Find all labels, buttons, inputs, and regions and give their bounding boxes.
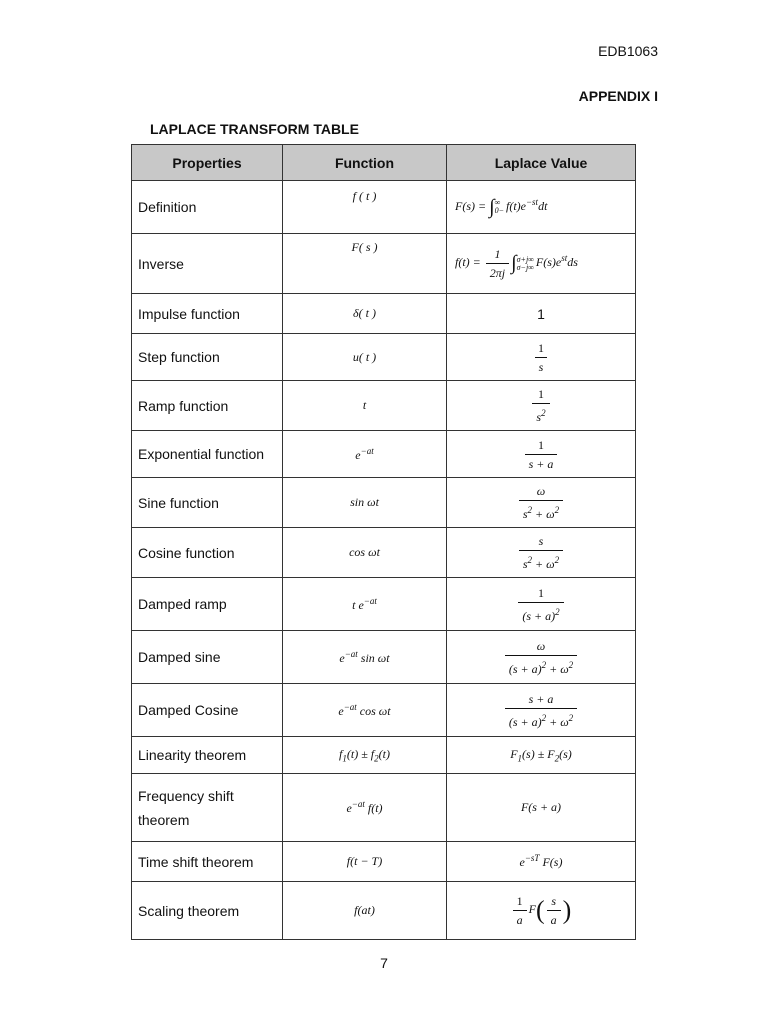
function-value: $e^{-at}$ cos ωt [338,701,391,718]
laplace-cell [447,684,636,737]
property-cell: Inverse [132,234,283,294]
property-cell: Sine function [132,478,283,528]
laplace-formula-scaling: $\frac{1}{a}$ F( $\frac{s}{a}$ ) [511,902,572,916]
function-value: $f_1(t) \pm f_2(t)$ [339,746,390,764]
laplace-formula-damped-ramp: $\frac{1}{(s + a)^2}$ [518,586,563,623]
function-cell [283,431,447,478]
function-cell [283,528,447,578]
laplace-formula-damped-sine: $\frac{\omega}{(s + a)^2 + \omega^2}$ [505,639,577,676]
laplace-value: 1 [537,305,545,322]
laplace-formula-inverse: f(t) = $\frac{1}{2\pi j}$ ∫ σ+j∞ σ−j∞ $F(s)e^{st}ds$ [455,247,578,280]
property-cell: Damped sine [132,631,283,684]
function-value: f ( t ) [352,189,377,203]
property-cell: Linearity theorem [132,737,283,774]
function-value: F( s ) [351,240,378,254]
property-cell: Time shift theorem [132,842,283,882]
function-cell [283,578,447,631]
laplace-cell [447,381,636,431]
property-cell: Ramp function [132,381,283,431]
function-value: u( t ) [352,349,377,364]
table-row [132,737,636,774]
laplace-formula-damped-cosine: $\frac{s + a}{(s + a)^2 + \omega^2}$ [505,692,577,729]
property-cell: Definition [132,181,283,234]
laplace-cell [447,294,636,334]
table-row [132,528,636,578]
table-header-row [132,145,636,181]
function-value: f(at) [354,903,375,917]
table-row [132,381,636,431]
laplace-cell [447,478,636,528]
function-cell [283,478,447,528]
function-cell [283,684,447,737]
function-cell [283,381,447,431]
laplace-cell [447,631,636,684]
function-value: δ( t ) [353,306,376,320]
laplace-cell [447,842,636,882]
table-row [132,478,636,528]
property-cell: Exponential function [132,431,283,478]
function-cell [283,334,447,381]
property-cell: Impulse function [132,294,283,334]
function-value: $e^{-at}$ f(t) [346,799,383,815]
function-value: $e^{-at}$ [355,445,374,462]
property-cell: Scaling theorem [132,882,283,940]
function-cell [283,842,447,882]
header-function: Function [283,145,447,181]
laplace-cell [447,737,636,774]
function-value: $e^{-at}$ sin ωt [339,648,390,665]
table-title: LAPLACE TRANSFORM TABLE [150,121,359,137]
table-row [132,842,636,882]
laplace-cell [447,334,636,381]
property-cell: Step function [132,334,283,381]
header-properties: Properties [132,145,283,181]
document-code: EDB1063 [598,43,658,59]
laplace-formula-definition: F(s) = ∫ ∞ 0− $f(t)e^{-st}dt$ [455,195,548,218]
property-cell: Damped Cosine [132,684,283,737]
laplace-cell [447,431,636,478]
table-row [132,294,636,334]
table-row [132,431,636,478]
function-value: t $e^{-at}$ [352,595,377,612]
table-row [132,234,636,294]
table-row [132,334,636,381]
table-row [132,882,636,940]
laplace-cell [447,234,636,294]
laplace-formula-step: $\frac{1}{s}$ [534,341,548,374]
page-number: 7 [380,955,388,971]
header-laplace-value: Laplace Value [447,145,636,181]
laplace-cell [447,882,636,940]
function-cell [283,631,447,684]
function-cell [283,882,447,940]
table-row [132,684,636,737]
laplace-table [131,144,636,940]
laplace-formula-exponential: $\frac{1}{s + a}$ [525,438,558,471]
function-cell [283,181,447,234]
laplace-cell [447,578,636,631]
function-cell [283,234,447,294]
property-cell: Damped ramp [132,578,283,631]
laplace-formula-sine: $\frac{\omega}{s^2 + \omega^2}$ [519,484,563,521]
laplace-cell [447,528,636,578]
laplace-formula-time-shift: $e^{-sT}$ F(s) [519,853,563,869]
function-value: f(t − T) [346,854,383,868]
function-cell [283,737,447,774]
function-value: t [362,398,367,412]
table-row [132,181,636,234]
function-value: sin ωt [350,495,379,509]
function-value: cos ωt [349,545,380,559]
laplace-formula-ramp: $\frac{1}{s^2}$ [532,387,549,424]
laplace-value: F(s + a) [520,800,562,814]
property-cell: Frequency shift theorem [132,774,283,842]
appendix-label: APPENDIX I [578,88,658,104]
table-row [132,774,636,842]
function-cell [283,294,447,334]
property-cell: Cosine function [132,528,283,578]
laplace-cell [447,774,636,842]
table-row [132,578,636,631]
table-row [132,631,636,684]
function-cell [283,774,447,842]
laplace-formula-cosine: $\frac{s}{s^2 + \omega^2}$ [519,534,563,571]
laplace-cell [447,181,636,234]
laplace-formula-linearity: $F_1(s) \pm F_2(s)$ [510,746,572,764]
